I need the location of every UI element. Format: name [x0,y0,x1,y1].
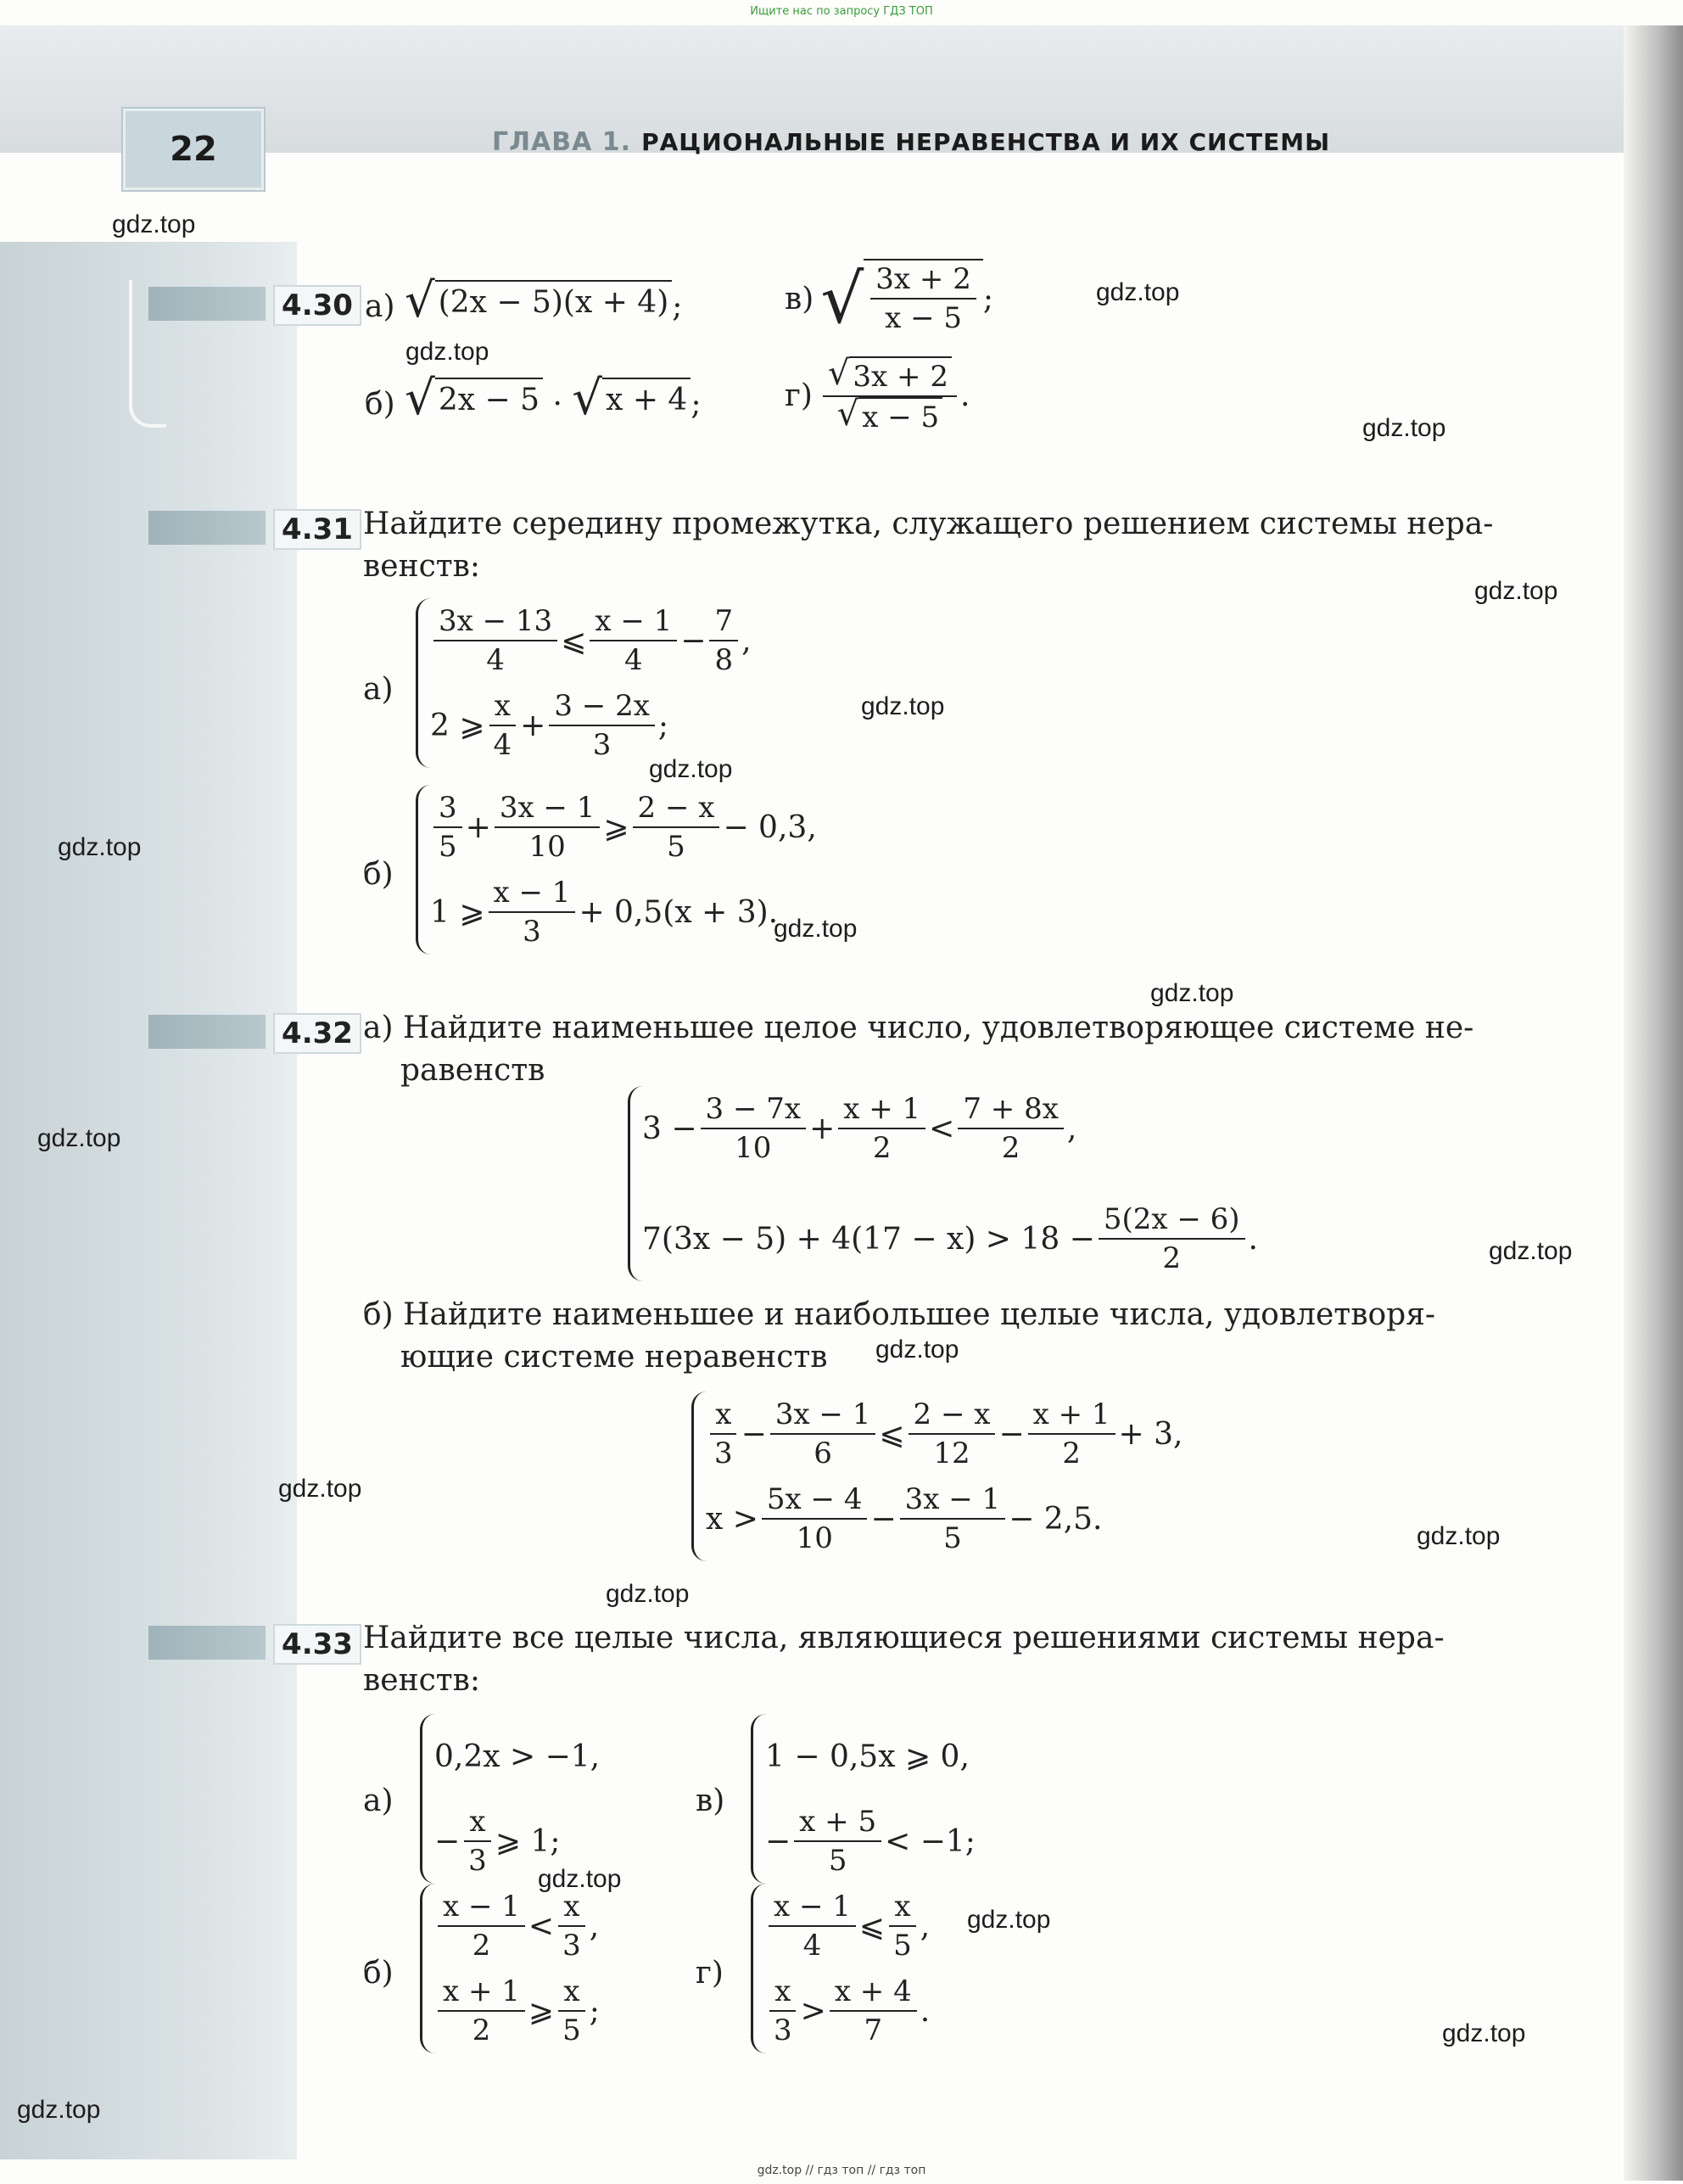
numerator: x [489,687,516,726]
numerator: 3 − 2x [549,687,655,726]
inequality [706,1476,1183,1561]
denominator: 4 [802,1929,822,1963]
denominator: 2 [1162,1241,1182,1275]
problem-433-text: Найдите все целые числа, являющиеся решениями системы нера- [363,1621,1445,1655]
denominator: 2 [472,1929,491,1963]
operator: ⩾ [528,1993,555,2029]
punct: ; [982,282,993,316]
watermark: gdz.top [278,1475,362,1503]
problem-431-text-cont: венств: [363,549,481,584]
punct: . [920,1993,931,2029]
item-430-g: г) √ 3x + 2 √ x − 5 . [785,354,970,434]
denominator: 12 [933,1436,970,1470]
chapter-title: РАЦИОНАЛЬНЫЕ НЕРАВЕНСТВА И ИХ СИСТЕМЫ [641,128,1331,156]
punct: , [741,623,752,658]
expression: + 0,5(x + 3). [579,894,779,930]
denominator: 3 [468,1844,487,1878]
denominator: 8 [714,643,734,677]
numerator: 3x − 1 [495,789,601,828]
chapter-number: ГЛАВА 1. [492,127,632,157]
sqrt: √ x + 4 [572,378,691,422]
numerator: 7 [709,602,738,641]
watermark: gdz.top [17,2096,101,2124]
inequality [765,1884,930,1968]
denominator: 4 [493,728,512,762]
operator: − [765,1823,791,1859]
watermark: gdz.top [875,1336,959,1364]
denominator: 3 [523,915,541,949]
numerator: x [769,1973,796,2012]
system-431-b [416,785,817,955]
system-433-g [751,1884,930,2053]
numerator: 3 [433,789,462,828]
watermark: gdz.top [606,1580,690,1608]
watermark: gdz.top [1150,979,1234,1007]
denominator: 5 [667,830,685,864]
item-label: а) [365,289,395,324]
footer-note: gdz.top // гдз топ // гдз топ [757,2164,926,2177]
operator: > [800,1993,826,2029]
sqrt: √ $\frac{3x + 2}{x - 5}$ [820,259,983,340]
expression: 0,2x > −1, [434,1739,601,1774]
watermark: gdz.top [774,915,858,943]
problem-431-text: Найдите середину промежутка, служащего решением системы нера- [363,507,1494,541]
problem-bar [148,287,266,321]
watermark: gdz.top [1474,577,1558,605]
numerator: x [464,1803,490,1842]
inequality [430,870,817,955]
sqrt: √ 2x − 5 [405,378,543,422]
denominator: 2 [872,1131,892,1165]
expression: 2 ⩾ [430,708,485,743]
sqrt: √ (2x − 5)(x + 4) [405,280,672,324]
problem-number-430: 4.30 [273,285,361,326]
operator: − [998,1416,1025,1452]
system-433-b [420,1884,600,2053]
inequality [765,1799,976,1884]
numerator: x − 1 [769,1888,856,1927]
numerator: 2 − x [633,789,720,828]
expression: 1 ⩾ [430,894,485,930]
inequality [434,1714,600,1799]
problem-432a-text-cont: равенств [400,1053,545,1088]
operator: < [929,1111,955,1146]
numerator: x + 1 [838,1090,925,1129]
denominator: 7 [864,2013,883,2047]
problem-432b-text-cont: ющие системе неравенств [400,1340,828,1375]
watermark: gdz.top [405,338,489,366]
page-edge-shadow [1624,25,1683,2181]
system-432-a [628,1086,1258,1281]
problem-432a-text: а) Найдите наименьшее целое число, удовлетворяющее системе не- [363,1011,1474,1045]
radicand: x + 4 [602,378,691,422]
watermark: gdz.top [1442,2019,1526,2047]
denominator: 4 [624,643,643,677]
inequality [430,785,817,870]
watermark: gdz.top [967,1906,1051,1934]
problem-number-431: 4.31 [273,509,361,550]
radicand: 3x + 2 [849,356,952,395]
operator: ⩽ [879,1416,905,1452]
problem-number-433: 4.33 [273,1624,361,1665]
item-label: г) [696,1956,724,1991]
operator: + [465,809,491,845]
punct: , [589,1908,600,1944]
problem-bar [148,1626,266,1660]
watermark: gdz.top [1417,1522,1501,1550]
denominator: 5 [562,2013,581,2047]
numerator: x + 1 [1028,1396,1115,1435]
expression: − 2,5. [1009,1501,1103,1537]
inequality [434,1968,600,2053]
numerator: x [558,1973,584,2012]
watermark: gdz.top [58,833,142,861]
operator: < [528,1908,555,1944]
numerator: x [558,1888,584,1927]
numerator: x − 1 [438,1888,525,1927]
inequality [430,598,752,683]
numerator: 3x + 2 [870,260,976,300]
numerator: x [889,1888,915,1927]
item-430-a [365,273,683,328]
item-label: а) [363,672,394,707]
numerator: 2 − x [909,1396,996,1435]
item-label: б) [365,387,395,422]
numerator: x + 4 [830,1973,917,2012]
top-note: Ищите нас по запросу ГДЗ ТОП [750,5,933,18]
denominator: 4 [486,643,505,677]
page-number: 22 [123,109,264,190]
denominator: 5 [943,1521,962,1555]
numerator: 3x − 1 [770,1396,876,1435]
inequality [706,1392,1183,1476]
item-label: а) [363,1784,394,1818]
expression: − 0,3, [723,809,817,845]
watermark: gdz.top [649,755,733,783]
denominator: 6 [814,1436,832,1470]
watermark: gdz.top [861,692,945,720]
denominator: 2 [472,2013,491,2047]
numerator: 3x − 1 [900,1481,1006,1520]
denominator: 3 [592,728,612,762]
denominator: 3 [562,1929,581,1963]
numerator: x + 5 [794,1803,881,1842]
inequality [765,1968,930,2053]
numerator: 3x − 13 [433,602,557,641]
denominator: 3 [714,1436,733,1470]
denominator: 10 [735,1131,772,1165]
inequality [765,1714,976,1799]
numerator: x − 1 [489,874,576,913]
expression: 1 − 0,5x ⩾ 0, [765,1739,970,1774]
problem-432b-text: б) Найдите наименьшее и наибольшее целые числа, удовлетворя- [363,1297,1436,1332]
operator: − [870,1501,897,1537]
operator: − [680,623,707,658]
problem-433-text-cont: венств: [363,1663,481,1698]
denominator: 2 [1062,1436,1081,1470]
numerator: x − 1 [590,602,677,641]
watermark: gdz.top [1096,278,1180,306]
punct: ; [657,708,669,743]
problem-bar [148,1015,266,1049]
watermark: gdz.top [538,1865,622,1893]
system-433-a [420,1714,600,1884]
expression: 3 − [642,1111,697,1146]
watermark: gdz.top [1489,1237,1573,1265]
punct: , [920,1908,931,1944]
watermark: gdz.top [112,210,196,238]
operator: ⩽ [561,623,587,658]
operator: − [741,1416,767,1452]
system-432-b [691,1392,1183,1561]
denominator: x − 5 [885,301,963,335]
operator: − [434,1823,461,1859]
numerator: x + 1 [438,1973,525,2012]
expression: + 3, [1118,1416,1183,1452]
expression: 7(3x − 5) + 4(17 − x) > 18 − [642,1221,1095,1257]
punct: ; [691,387,702,422]
expression: < −1; [885,1823,976,1859]
punct: . [1248,1221,1258,1257]
numerator: x [710,1396,736,1435]
numerator: 5x − 4 [762,1481,868,1520]
item-label: б) [363,1956,394,1991]
inequality [434,1884,600,1968]
radicand: (2x − 5)(x + 4) [435,280,673,324]
denominator: 2 [1001,1131,1020,1165]
punct: . [959,378,970,413]
problem-number-432: 4.32 [273,1013,361,1054]
denominator: 5 [828,1844,847,1878]
denominator: 5 [439,830,457,864]
radicand: x − 5 [858,397,942,436]
item-430-v [785,259,993,340]
denominator: 10 [796,1521,833,1555]
numerator: 3 − 7x [701,1090,807,1129]
numerator: 5(2x − 6) [1099,1201,1245,1240]
item-label: б) [363,857,394,892]
punct: , [1066,1111,1077,1146]
operator: ⩾ [603,809,629,845]
operator: + [809,1111,836,1146]
denominator: 10 [528,830,566,864]
watermark: gdz.top [1362,414,1446,442]
item-label: в) [696,1784,725,1818]
punct: ; [589,1993,600,2029]
denominator: 5 [893,1929,912,1963]
item-label: г) [785,378,813,413]
chapter-heading [492,127,1330,157]
operator: · [552,387,562,422]
expression: x > [706,1501,758,1537]
inequality [642,1086,1258,1171]
operator: ⩽ [858,1908,886,1944]
denominator: 3 [774,2013,792,2047]
numerator: 7 + 8x [958,1090,1064,1129]
punct: ; [672,289,683,324]
item-label: в) [785,282,814,316]
radicand: 2x − 5 [435,378,543,422]
inequality [642,1196,1258,1281]
item-430-b [365,371,702,426]
system-431-a [416,598,752,768]
operator: + [520,708,546,743]
expression: ⩾ 1; [495,1823,561,1859]
problem-bar [148,511,266,545]
watermark: gdz.top [37,1124,121,1152]
system-433-v [751,1714,976,1884]
